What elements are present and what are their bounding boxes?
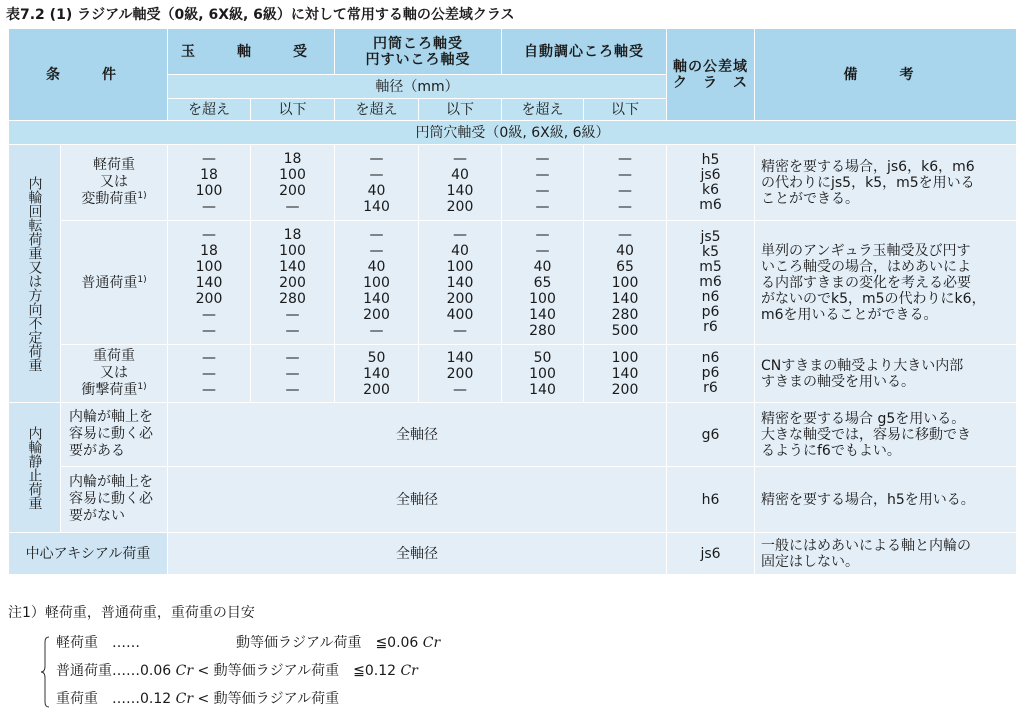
static2-tol-class: h6 [667, 467, 755, 533]
light-tol-class: h5 js6 k6 m6 [667, 145, 755, 221]
header-remarks: 備 考 [755, 29, 1017, 121]
header-tolerance-class: 軸の公差域 ク ラ ス [667, 29, 755, 121]
cond-heavy-load: 重荷重 又は 衝撃荷重$^{1)}$ [61, 345, 168, 403]
header-incl: 以下 [584, 99, 667, 121]
static2-all-diameters: 全軸径 [168, 467, 667, 533]
static1-tol-class: g6 [667, 403, 755, 467]
tolerance-table [8, 28, 1017, 575]
cond-normal-load: 普通荷重$^{1)}$ [61, 221, 168, 345]
header-spherical-bearings: 自動調心ころ軸受 [502, 29, 667, 75]
light-self-incl: — — — — [584, 145, 667, 221]
cond-static-fixed: 内輪が軸上を 容易に動く必 要がない [61, 467, 168, 533]
cond-light-load: 軽荷重 又は 変動荷重$^{1)}$ [61, 145, 168, 221]
header-incl: 以下 [419, 99, 502, 121]
header-conditions: 条 件 [9, 29, 168, 121]
light-remark: 精密を要する場合，js6，k6，m6 の代わりにjs5，k5，m5を用いる ことができる。 [755, 145, 1017, 221]
header-cylindrical-bearings: 円筒ころ軸受 円すいころ軸受 [335, 29, 502, 75]
cond-central-axial: 中心アキシアル荷重 [9, 533, 168, 575]
normal-remark: 単列のアンギュラ玉軸受及び円す いころ軸受の場合，はめあいによ る内部すきまの変化を考える必要 がないのでk5，m5の代わりにk6， m6を用いることができる。 [755, 221, 1017, 345]
note-heading: 注1）軽荷重，普通荷重，重荷重の目安 [8, 605, 255, 621]
heavy-cyl-over: 50 140 200 [335, 345, 419, 403]
brace-icon [40, 636, 50, 708]
header-ball-bearings: 玉 軸 受 [168, 29, 335, 75]
axial-tol-class: js6 [667, 533, 755, 575]
light-cyl-incl: — 40 140 200 [419, 145, 502, 221]
light-self-over: — — — — [502, 145, 584, 221]
static2-remark: 精密を要する場合，h5を用いる。 [755, 467, 1017, 533]
header-over: を超え [168, 99, 251, 121]
axial-remark: 一般にはめあいによる軸と内輪の 固定はしない。 [755, 533, 1017, 575]
note-light-load: 軽荷重 …… [56, 635, 140, 651]
heavy-remark: CNすきまの軸受より大きい内部 すきまの軸受を用いる。 [755, 345, 1017, 403]
normal-tol-class: js5 k5 m5 m6 n6 p6 r6 [667, 221, 755, 345]
static1-remark: 精密を要する場合 g5を用いる。 大きな軸受では，容易に移動でき るようにf6でもよい。 [755, 403, 1017, 467]
normal-ball-over: — 18 100 140 200 — — [168, 221, 251, 345]
axial-all-diameters: 全軸径 [168, 533, 667, 575]
note-heavy-load: 重荷重 ……0.12 Cr < 動等価ラジアル荷重 [56, 691, 340, 707]
section-label: 円筒穴軸受（0級, 6X級, 6級） [9, 121, 1017, 145]
normal-self-over: — — 40 65 100 140 280 [502, 221, 584, 345]
heavy-ball-over: — — — [168, 345, 251, 403]
group-rotating-load: 内輪回転荷重又は方向不定荷重 [9, 145, 61, 403]
cond-static-movable: 内輪が軸上を 容易に動く必 要がある [61, 403, 168, 467]
light-ball-over: — 18 100 — [168, 145, 251, 221]
group-static-load: 内輪静止荷重 [9, 403, 61, 533]
normal-cyl-incl: — 40 100 140 200 400 — [419, 221, 502, 345]
light-cyl-over: — — 40 140 [335, 145, 419, 221]
normal-ball-incl: 18 100 140 200 280 — — [251, 221, 335, 345]
header-over: を超え [502, 99, 584, 121]
note-light-load-def: 動等価ラジアル荷重 ≦0.06 Cr [236, 635, 441, 651]
heavy-ball-incl: — — — [251, 345, 335, 403]
header-incl: 以下 [251, 99, 335, 121]
static1-all-diameters: 全軸径 [168, 403, 667, 467]
table-title: 表7.2 (1) ラジアル軸受（0級, 6X級, 6級）に対して常用する軸の公差域クラス [6, 7, 515, 23]
heavy-tol-class: n6 p6 r6 [667, 345, 755, 403]
normal-self-incl: — 40 65 100 140 280 500 [584, 221, 667, 345]
heavy-self-over: 50 100 140 [502, 345, 584, 403]
header-shaft-diameter: 軸径（mm） [168, 75, 667, 99]
normal-cyl-over: — — 40 100 140 200 — [335, 221, 419, 345]
header-over: を超え [335, 99, 419, 121]
heavy-self-incl: 100 140 200 [584, 345, 667, 403]
heavy-cyl-incl: 140 200 — [419, 345, 502, 403]
light-ball-incl: 18 100 200 — [251, 145, 335, 221]
note-normal-load: 普通荷重……0.06 Cr < 動等価ラジアル荷重 ≦0.12 Cr [56, 663, 418, 679]
